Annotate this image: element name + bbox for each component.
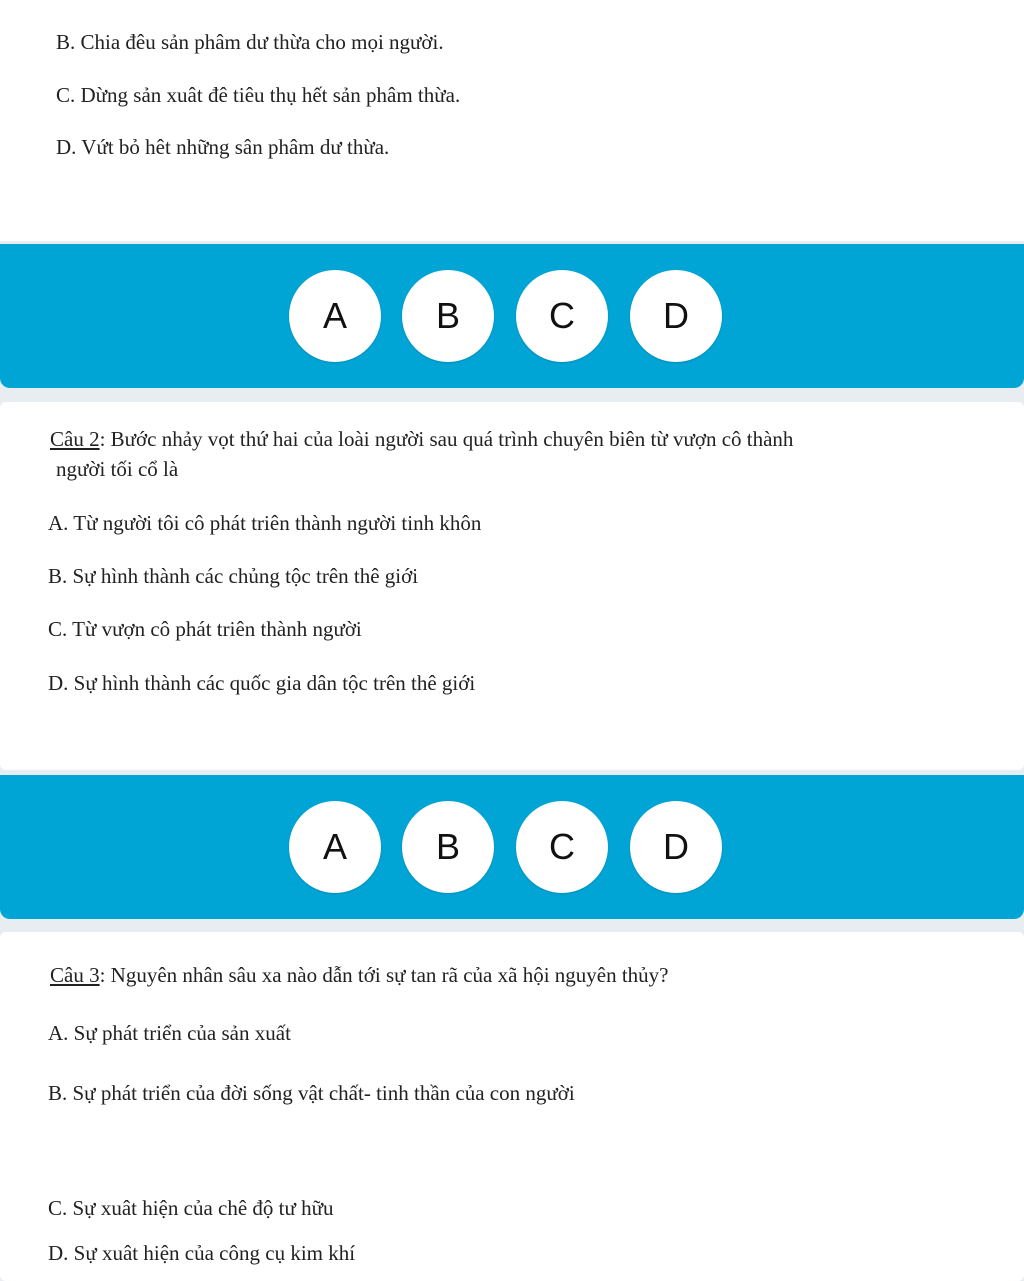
q3-option-d: D. Sự xuât hiện của công cụ kim khí [48,1241,356,1265]
answer-1-button-c[interactable]: C [516,270,608,362]
answer-2-button-c[interactable]: C [516,801,608,893]
q2-option-b: B. Sự hình thành các chủng tộc trên thê giới [48,564,419,588]
answer-bar-1 [0,244,1024,388]
answer-1-button-a[interactable]: A [289,270,381,362]
question-2-card [0,402,1024,770]
q2-option-a: A. Từ người tôi cô phát triên thành người tinh khôn [48,511,482,535]
q3-stem-line-1 [50,962,669,988]
question-1-card [0,0,1024,241]
answer-bar-2 [0,775,1024,919]
answer-2-button-b[interactable]: B [402,801,494,893]
answer-2-button-a[interactable]: A [289,801,381,893]
q2-stem-line-1 [50,426,793,452]
question-3-card [0,932,1024,1281]
q3-stem-text: Nguyên nhân sâu xa nào dẫn tới sự tan rã của xã hội nguyên thủy? [110,963,669,987]
q1-option-c: C. Dừng sản xuât đê tiêu thụ hết sản phâm thừa. [56,83,461,107]
q2-option-d: D. Sự hình thành các quốc gia dân tộc trên thê giới [48,671,476,695]
answer-2-button-d[interactable]: D [630,801,722,893]
q3-option-c: C. Sự xuât hiện của chê độ tư hữu [48,1196,334,1220]
q2-stem-line-2: người tối cổ là [56,457,179,481]
answer-1-button-d[interactable]: D [630,270,722,362]
q2-colon: : [99,427,106,451]
q2-stem-text: Bước nhảy vọt thứ hai của loài người sau quá trình chuyên biên từ vượn cô thành [110,427,794,451]
q1-option-b: B. Chia đêu sản phâm dư thừa cho mọi người. [56,30,444,54]
q3-colon: : [99,963,106,987]
q3-option-a: A. Sự phát triển của sản xuất [48,1021,291,1045]
answer-1-button-b[interactable]: B [402,270,494,362]
q2-option-c: C. Từ vượn cô phát triên thành người [48,617,362,641]
q2-number: Câu 2 [50,427,100,451]
q3-option-b: B. Sự phát triển của đời sống vật chất- tinh thần của con người [48,1081,575,1105]
q3-number: Câu 3 [50,963,100,987]
q1-option-d: D. Vứt bỏ hêt những sân phâm dư thừa. [56,135,390,159]
